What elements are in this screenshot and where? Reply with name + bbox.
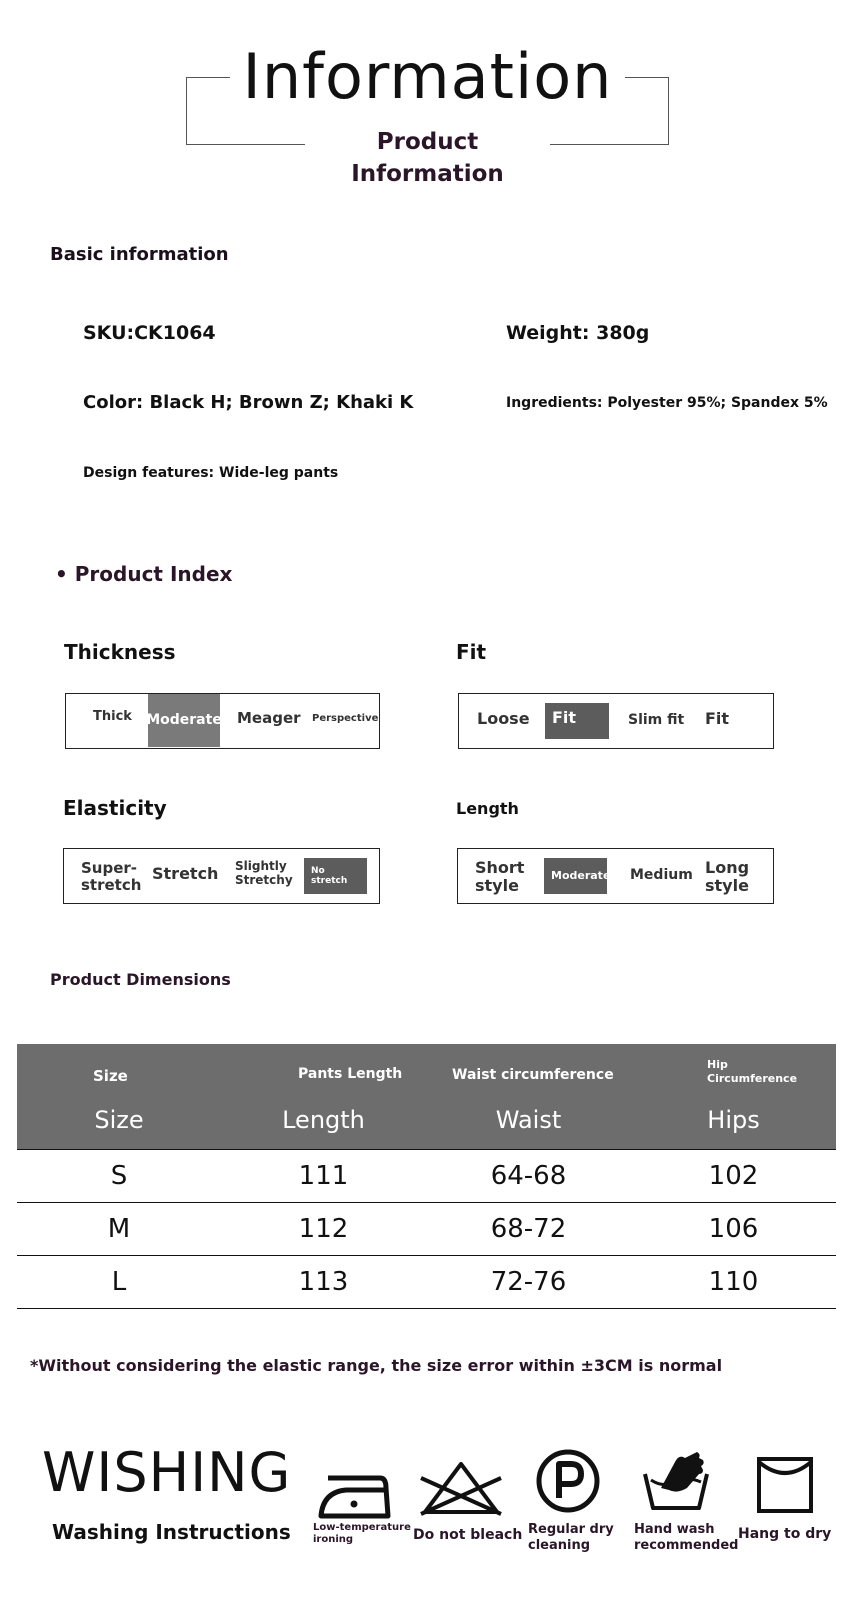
product-dimensions-heading: Product Dimensions [50, 970, 231, 989]
brand-wordmark: WISHING [42, 1441, 292, 1504]
ingredients-text: Ingredients: Polyester 95%; Spandex 5% [506, 395, 828, 411]
elasticity-option-super-stretch: Super- stretch [81, 859, 142, 895]
header-small-hip-circumference: Hip Circumference [707, 1058, 798, 1085]
header-big-length: Length [282, 1106, 365, 1134]
cell-length: 111 [298, 1161, 349, 1191]
table-row [17, 1150, 836, 1203]
fit-option-slim-fit: Slim fit [628, 712, 685, 728]
cell-size: M [107, 1214, 131, 1244]
hand-wash-icon [641, 1448, 711, 1514]
elasticity-scale [63, 848, 380, 904]
elasticity-option-slightly-stretchy: Slightly Stretchy [235, 859, 293, 887]
fit-scale [458, 693, 774, 749]
length-scale [457, 848, 774, 904]
cell-waist: 72-76 [490, 1267, 567, 1297]
no-bleach-icon [417, 1458, 505, 1518]
cell-hips: 102 [708, 1161, 759, 1191]
length-option-moderate-selected: Moderate [544, 858, 607, 894]
color-text: Color: Black H; Brown Z; Khaki K [83, 392, 414, 413]
fit-option-loose: Loose [477, 709, 530, 728]
washing-instructions-heading: Washing Instructions [52, 1520, 291, 1544]
iron-icon [318, 1466, 394, 1522]
iron-label: Low-temperature ironing [313, 1522, 411, 1545]
sku-text: SKU:CK1064 [83, 322, 216, 344]
thickness-option-perspective: Perspective [312, 713, 379, 724]
thickness-option-moderate-selected: Moderate [148, 694, 220, 747]
thickness-scale [65, 693, 380, 749]
length-option-long-style: Long style [705, 858, 750, 896]
size-table-header [17, 1044, 836, 1150]
fit-option-fit-selected: Fit [545, 703, 609, 739]
fit-title: Fit [456, 640, 487, 664]
design-features-text: Design features: Wide-leg pants [83, 465, 339, 481]
cell-length: 113 [298, 1267, 349, 1297]
basic-information-heading: Basic information [50, 244, 229, 265]
cell-size: L [111, 1267, 127, 1297]
no-bleach-label: Do not bleach [413, 1527, 523, 1543]
elasticity-title: Elasticity [63, 796, 167, 820]
page-title: Information [230, 36, 625, 118]
cell-waist: 64-68 [490, 1161, 567, 1191]
hand-wash-label: Hand wash recommended [634, 1522, 739, 1553]
header-big-waist: Waist [495, 1106, 562, 1134]
elasticity-option-no-stretch-selected: No stretch [304, 858, 367, 894]
dry-clean-p-icon [535, 1448, 601, 1514]
header-small-waist-circumference: Waist circumference [452, 1067, 614, 1083]
table-row [17, 1203, 836, 1256]
product-index-heading: • Product Index [55, 562, 233, 586]
cell-hips: 110 [708, 1267, 759, 1297]
header-small-size: Size [93, 1067, 128, 1085]
length-option-medium: Medium [630, 867, 693, 883]
cell-waist: 68-72 [490, 1214, 567, 1244]
thickness-title: Thickness [64, 640, 176, 664]
cell-hips: 106 [708, 1214, 759, 1244]
cell-size: S [110, 1161, 128, 1191]
size-error-note: *Without considering the elastic range, the size error within ±3CM is normal [30, 1356, 723, 1375]
table-row [17, 1256, 836, 1309]
header-big-hips: Hips [707, 1106, 760, 1134]
header-big-size: Size [94, 1106, 144, 1134]
header-small-pants-length: Pants Length [298, 1066, 403, 1082]
hang-dry-label: Hang to dry [738, 1526, 832, 1542]
length-title: Length [456, 799, 519, 818]
elasticity-option-stretch: Stretch [152, 864, 219, 883]
length-option-short-style: Short style [475, 858, 525, 896]
page-subtitle: Product Information [305, 126, 550, 190]
thickness-option-meager: Meager [237, 709, 301, 727]
hang-dry-icon [756, 1456, 814, 1514]
weight-text: Weight: 380g [506, 322, 650, 344]
cell-length: 112 [298, 1214, 349, 1244]
thickness-option-thick: Thick [93, 709, 132, 724]
fit-option-fit: Fit [705, 709, 730, 728]
dry-clean-label: Regular dry cleaning [528, 1522, 614, 1553]
